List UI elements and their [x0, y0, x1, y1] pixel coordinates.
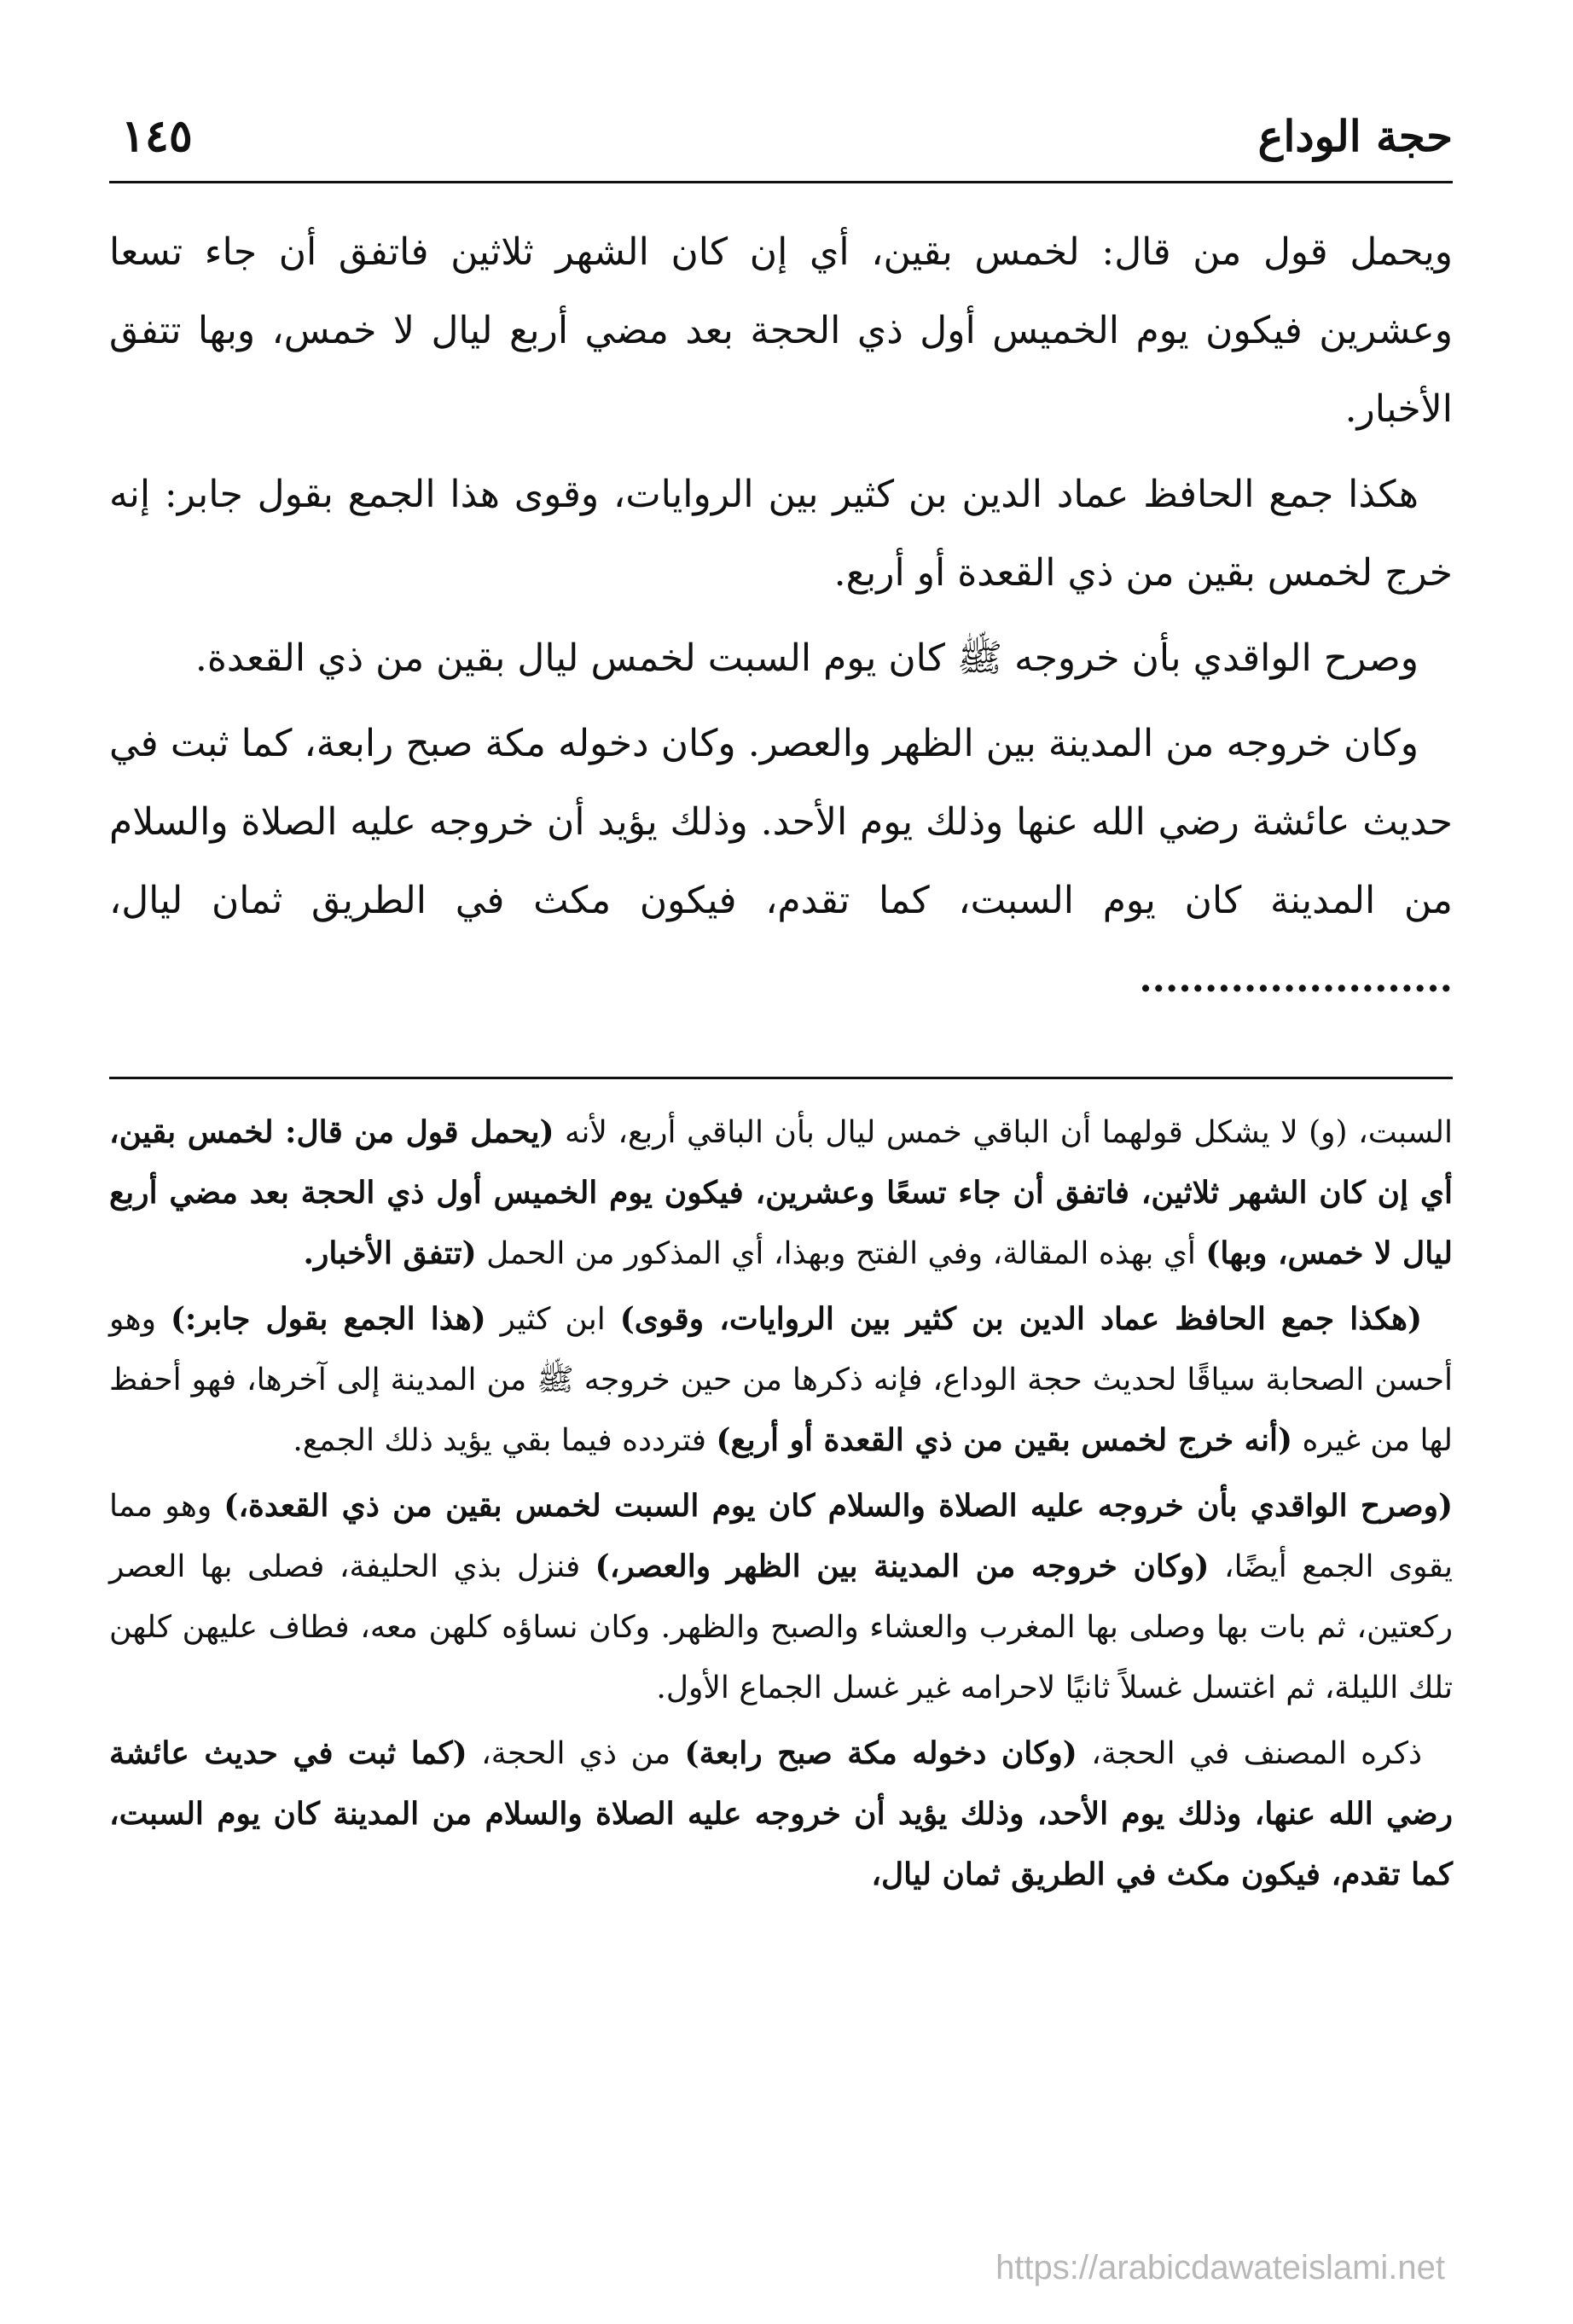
main-text-block: [109, 213, 1453, 1066]
commentary-quote: (وكان خروجه من المدينة بين الظهر والعصر،): [595, 1548, 1210, 1584]
commentary-quote: (هذا الجمع بقول جابر:): [170, 1301, 486, 1337]
commentary-paragraph: [109, 1723, 1453, 1905]
commentary-text: أي بهذه المقالة، وفي الفتح وبهذا، أي المذكور من الحمل: [476, 1236, 1206, 1271]
commentary-quote: (تتفق الأخبار.: [303, 1235, 477, 1271]
header-rule: [109, 181, 1453, 183]
commentary-text: وهو أحسن الصحابة سياقًا لحديث حجة الوداع، فإنه ذكرها من حين خروجه ﷺ من المدينة إلى آخرها، فهو أحفظ لها من غيره: [109, 1302, 1453, 1458]
main-paragraph: ويحمل قول من قال: لخمس بقين، أي إن كان الشهر ثلاثين فاتفق أن جاء تسعا وعشرين فيكون يوم الخميس أول ذي الحجة بعد مضي أربع ليال لا خمس، وبها تتفق الأخبار.: [109, 230, 1453, 431]
page-number: ١٤٥: [121, 110, 193, 162]
commentary-quote: (أنه خرج لخمس بقين من ذي القعدة أو أربع): [716, 1422, 1293, 1458]
commentary-text: فنزل بذي الحليفة، فصلى بها العصر ركعتين، ثم بات بها وصلى بها المغرب والعشاء والصبح والظهر. وكان نساؤه كلهن معه، فطاف عليهن كلهن تلك الليلة، ثم اغتسل غسلاً ثانيًا لاحرامه غير غسل الجماع الأول.: [109, 1549, 1453, 1705]
commentary-paragraph: [109, 1102, 1453, 1284]
commentary-paragraph: [109, 1476, 1453, 1718]
commentary-quote: (وصرح الواقدي بأن خروجه عليه الصلاة والسلام كان يوم السبت لخمس بقين من ذي القعدة،): [223, 1488, 1453, 1524]
commentary-paragraph: [109, 1289, 1453, 1471]
dotted-leader: ........................: [1139, 957, 1453, 1001]
main-paragraph-text: وكان خروجه من المدينة بين الظهر والعصر. وكان دخوله مكة صبح رابعة، كما ثبت في حديث عائشة رضي الله عنها وذلك يوم الأحد. وذلك يؤيد أن خروجه عليه الصلاة والسلام من المدينة كان يوم السبت، كما تقدم، فيكون مكث في الطريق ثمان ليال،: [109, 722, 1453, 922]
commentary-quote: (وكان دخوله مكة صبح رابعة): [684, 1735, 1077, 1771]
commentary-text: من ذي الحجة،: [467, 1736, 685, 1771]
commentary-quote: (هكذا جمع الحافظ عماد الدين بن كثير بين الروايات، وقوى): [619, 1301, 1423, 1337]
site-watermark: https://arabicdawateislami.net: [995, 2249, 1445, 2286]
running-title: حجة الوداع: [1257, 111, 1453, 161]
commentary-text: ابن كثير: [485, 1302, 620, 1337]
commentary-quote: (كما ثبت في حديث عائشة رضي الله عنها، وذلك يوم الأحد، وذلك يؤيد أن خروجه عليه الصلاة والسلام من المدينة كان يوم السبت، كما تقدم، فيكون مكث في الطريق ثمان ليال،: [109, 1735, 1453, 1892]
main-paragraph: وصرح الواقدي بأن خروجه ﷺ كان يوم السبت لخمس ليال بقين من ذي القعدة.: [194, 636, 1419, 680]
commentary-block: [109, 1102, 1453, 2228]
main-paragraph-last: [109, 705, 1453, 1019]
commentary-text: فتردده فيما بقي يؤيد ذلك الجمع.: [293, 1423, 717, 1458]
commentary-text: وهو مما يقوى الجمع أيضًا،: [109, 1489, 1453, 1584]
commentary-text: السبت، (و) لا يشكل قولهما أن الباقي خمس ليال بأن الباقي أربع، لأنه: [554, 1115, 1453, 1150]
commentary-text: ذكره المصنف في الحجة،: [1077, 1736, 1422, 1771]
commentary-rule: [109, 1077, 1453, 1079]
main-paragraph: هكذا جمع الحافظ عماد الدين بن كثير بين الروايات، وقوى هذا الجمع بقول جابر: إنه خرج لخمس بقين من ذي القعدة أو أربع.: [109, 473, 1453, 595]
commentary-quote: (يحمل قول من قال: لخمس بقين، أي إن كان الشهر ثلاثين، فاتفق أن جاء تسعًا وعشرين، فيكون يوم الخميس أول ذي الحجة بعد مضي أربع ليال لا خمس، وبها): [109, 1114, 1453, 1271]
page-header: [109, 102, 1453, 181]
